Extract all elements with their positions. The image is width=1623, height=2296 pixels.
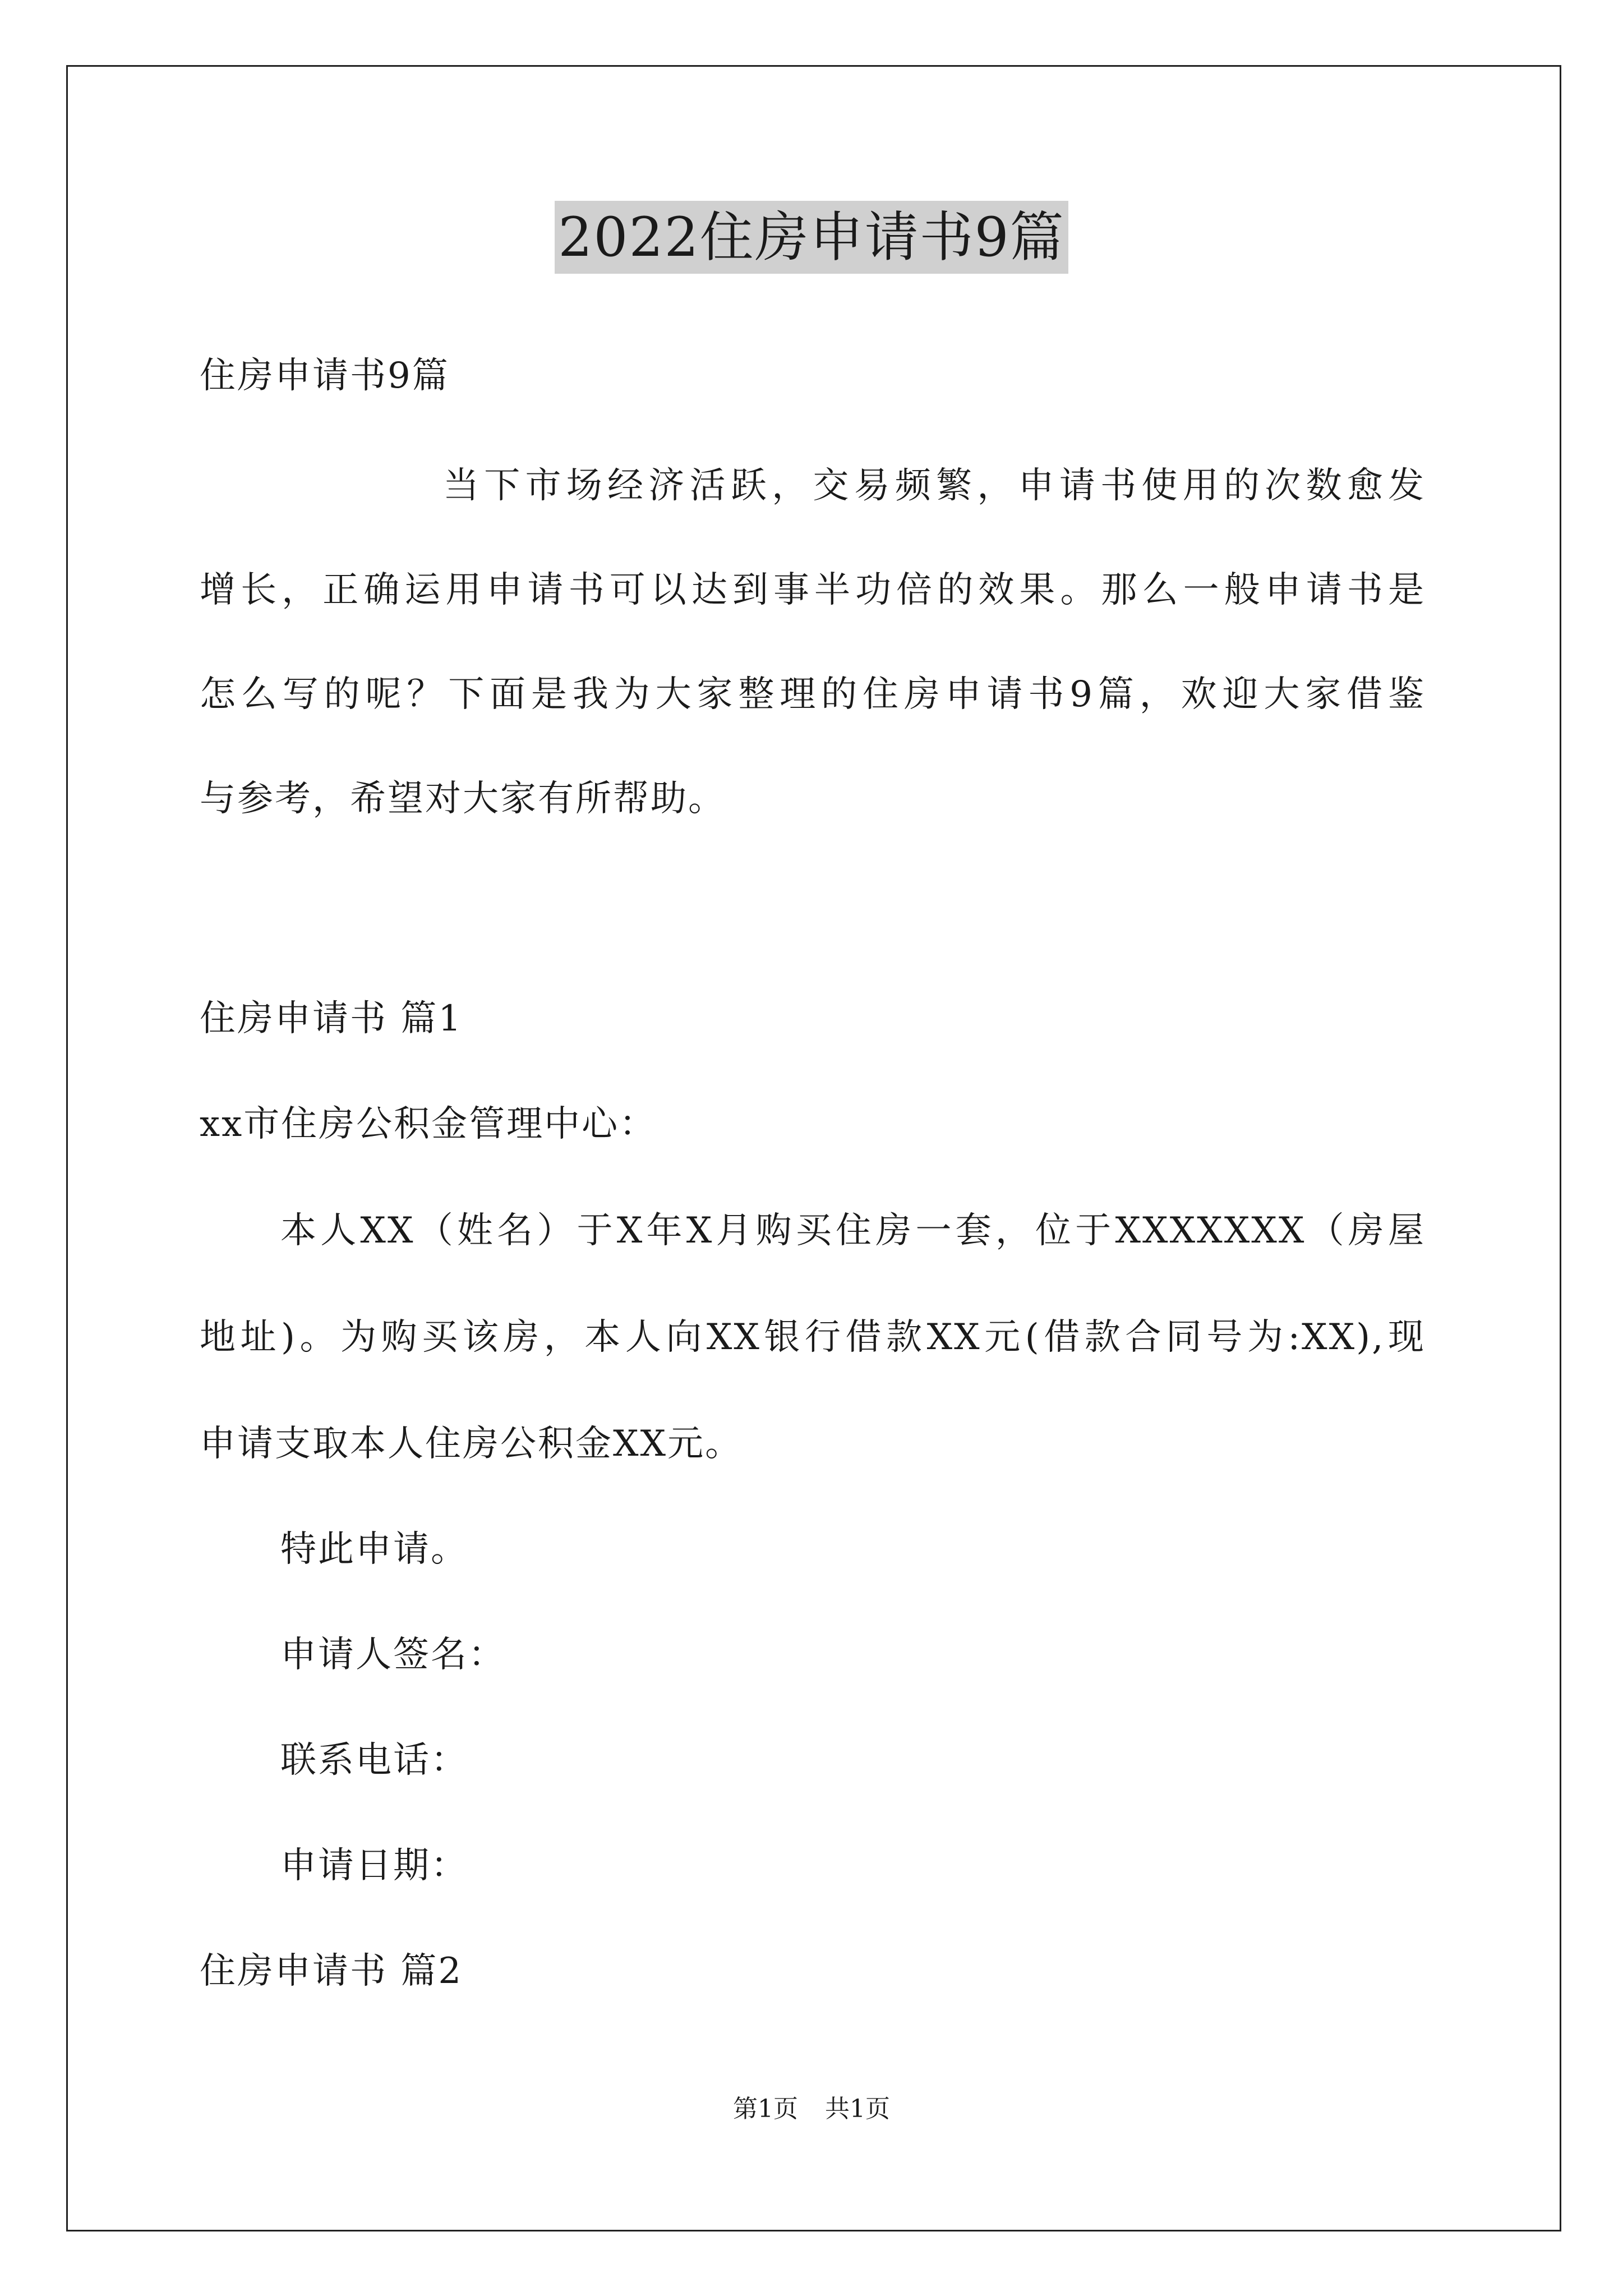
page-total: 共1页 [825,2095,890,2123]
section1-body-line-2: 地址)。为购买该房，本人向XX银行借款XX元(借款合同号为:XX),现 [200,1317,1426,1358]
intro-line-3: 怎么写的呢？下面是我为大家整理的住房申请书9篇，欢迎大家借鉴 [200,674,1426,715]
section1-closing: 特此申请。 [280,1529,468,1570]
page-footer [0,2092,1623,2126]
intro-line-4: 与参考，希望对大家有所帮助。 [200,778,726,820]
signature-label: 申请人签名： [280,1634,506,1676]
section1-body-line-1: 本人XX（姓名）于X年X月购买住房一套，位于XXXXXXX（房屋 [280,1210,1426,1251]
document-subtitle: 住房申请书9篇 [200,355,450,397]
section1-body-line-3: 申请支取本人住房公积金XX元。 [200,1423,743,1465]
section1-heading: 住房申请书 篇1 [200,998,463,1039]
section1-recipient: xx市住房公积金管理中心： [200,1103,657,1145]
phone-label: 联系电话： [280,1740,468,1781]
date-label: 申请日期： [280,1845,468,1887]
intro-line-2: 增长，正确运用申请书可以达到事半功倍的效果。那么一般申请书是 [200,569,1426,611]
page-number: 第1页 [733,2095,798,2123]
intro-line-1: 当下市场经济活跃，交易频繁，申请书使用的次数愈发 [443,465,1426,507]
title-wrap [0,201,1623,274]
document-title: 2022住房申请书9篇 [555,201,1068,274]
section2-heading: 住房申请书 篇2 [200,1950,463,1992]
